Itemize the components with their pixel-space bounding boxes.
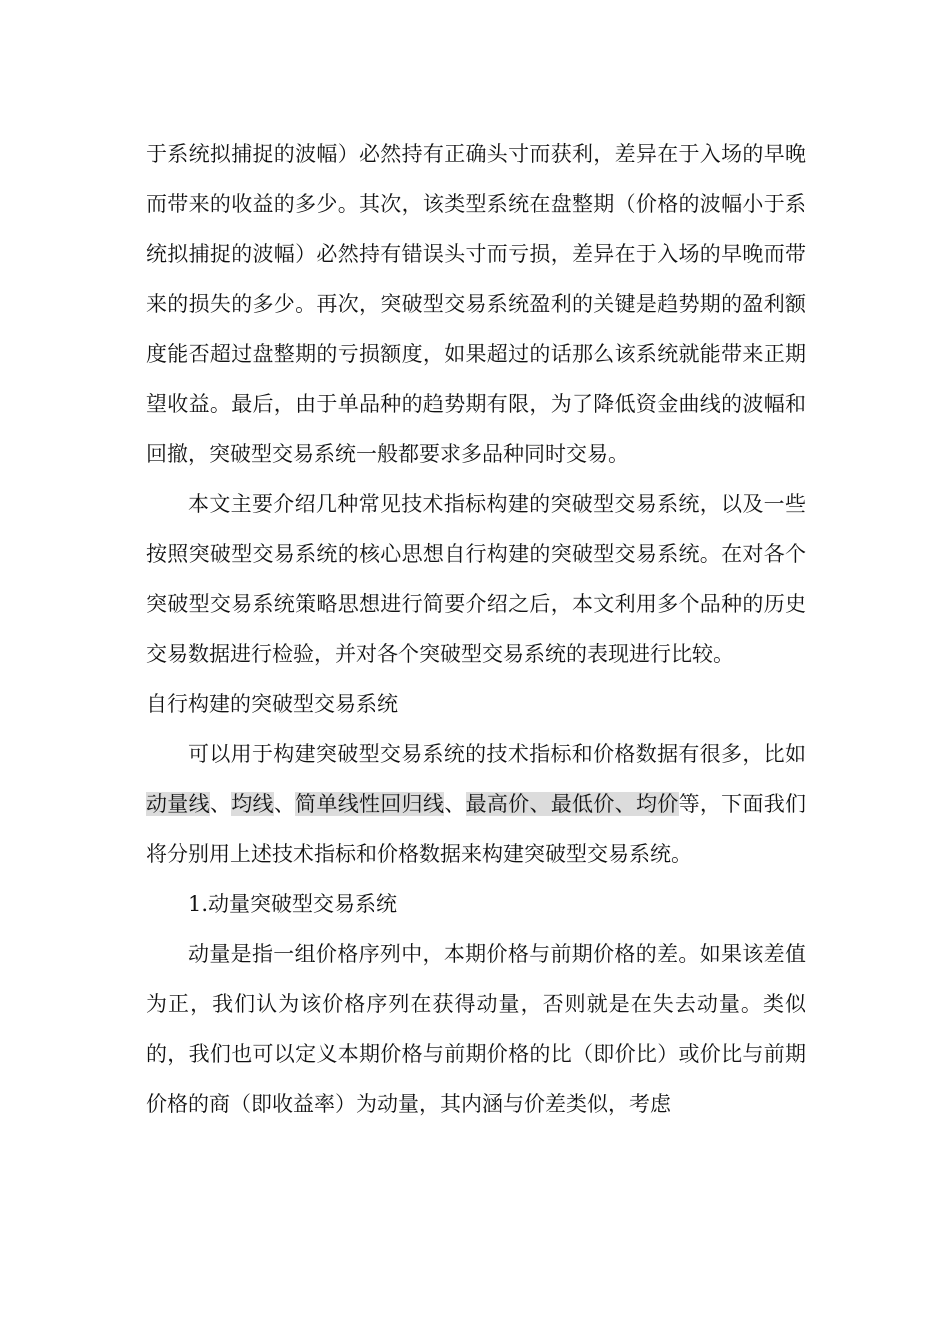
- paragraph-indicators: [146, 729, 806, 879]
- text-run: 、: [209, 792, 232, 816]
- text-run: 等，下面我们将分别用上述技术指标和价格数据来构建突破型交易系统。: [146, 792, 807, 866]
- document-body: [146, 129, 806, 1129]
- paragraph-continuation: 于系统拟捕捉的波幅）必然持有正确头寸而获利，差异在于入场的早晚而带来的收益的多少。其次，该类型系统在盘整期（价格的波幅小于系统拟捕捉的波幅）必然持有错误头寸而亏损，差异在于入场的早晚而带来的损失的多少。再次，突破型交易系统盈利的关键是趋势期的盈利额度能否超过盘整期的亏损额度，如果超过的话那么该系统就能带来正期望收益。最后，由于单品种的趋势期有限，为了降低资金曲线的波幅和回撤，突破型交易系统一般都要求多品种同时交易。: [146, 142, 806, 466]
- text-run: 、: [444, 792, 466, 816]
- highlighted-term-regression: 简单线性回归线: [295, 792, 445, 816]
- highlighted-term-prices: 最高价、最低价、均价: [465, 792, 679, 816]
- text-run: 可以用于构建突破型交易系统的技术指标和价格数据有很多，比如: [188, 742, 806, 766]
- subsection-heading: 1.动量突破型交易系统: [188, 892, 398, 916]
- highlighted-term-ma: 均线: [231, 792, 274, 816]
- paragraph-momentum: 动量是指一组价格序列中，本期价格与前期价格的差。如果该差值为正，我们认为该价格序列在获得动量，否则就是在失去动量。类似的，我们也可以定义本期价格与前期价格的比（即价比）或价比与前期价格的商（即收益率）为动量，其内涵与价差类似，考虑: [146, 942, 806, 1116]
- text-run: 、: [273, 792, 296, 816]
- highlighted-term-momentum: 动量线: [146, 792, 210, 816]
- paragraph-intro: 本文主要介绍几种常见技术指标构建的突破型交易系统，以及一些按照突破型交易系统的核心思想自行构建的突破型交易系统。在对各个突破型交易系统策略思想进行简要介绍之后，本文利用多个品种的历史交易数据进行检验，并对各个突破型交易系统的表现进行比较。: [146, 492, 806, 666]
- section-heading: 自行构建的突破型交易系统: [146, 692, 398, 716]
